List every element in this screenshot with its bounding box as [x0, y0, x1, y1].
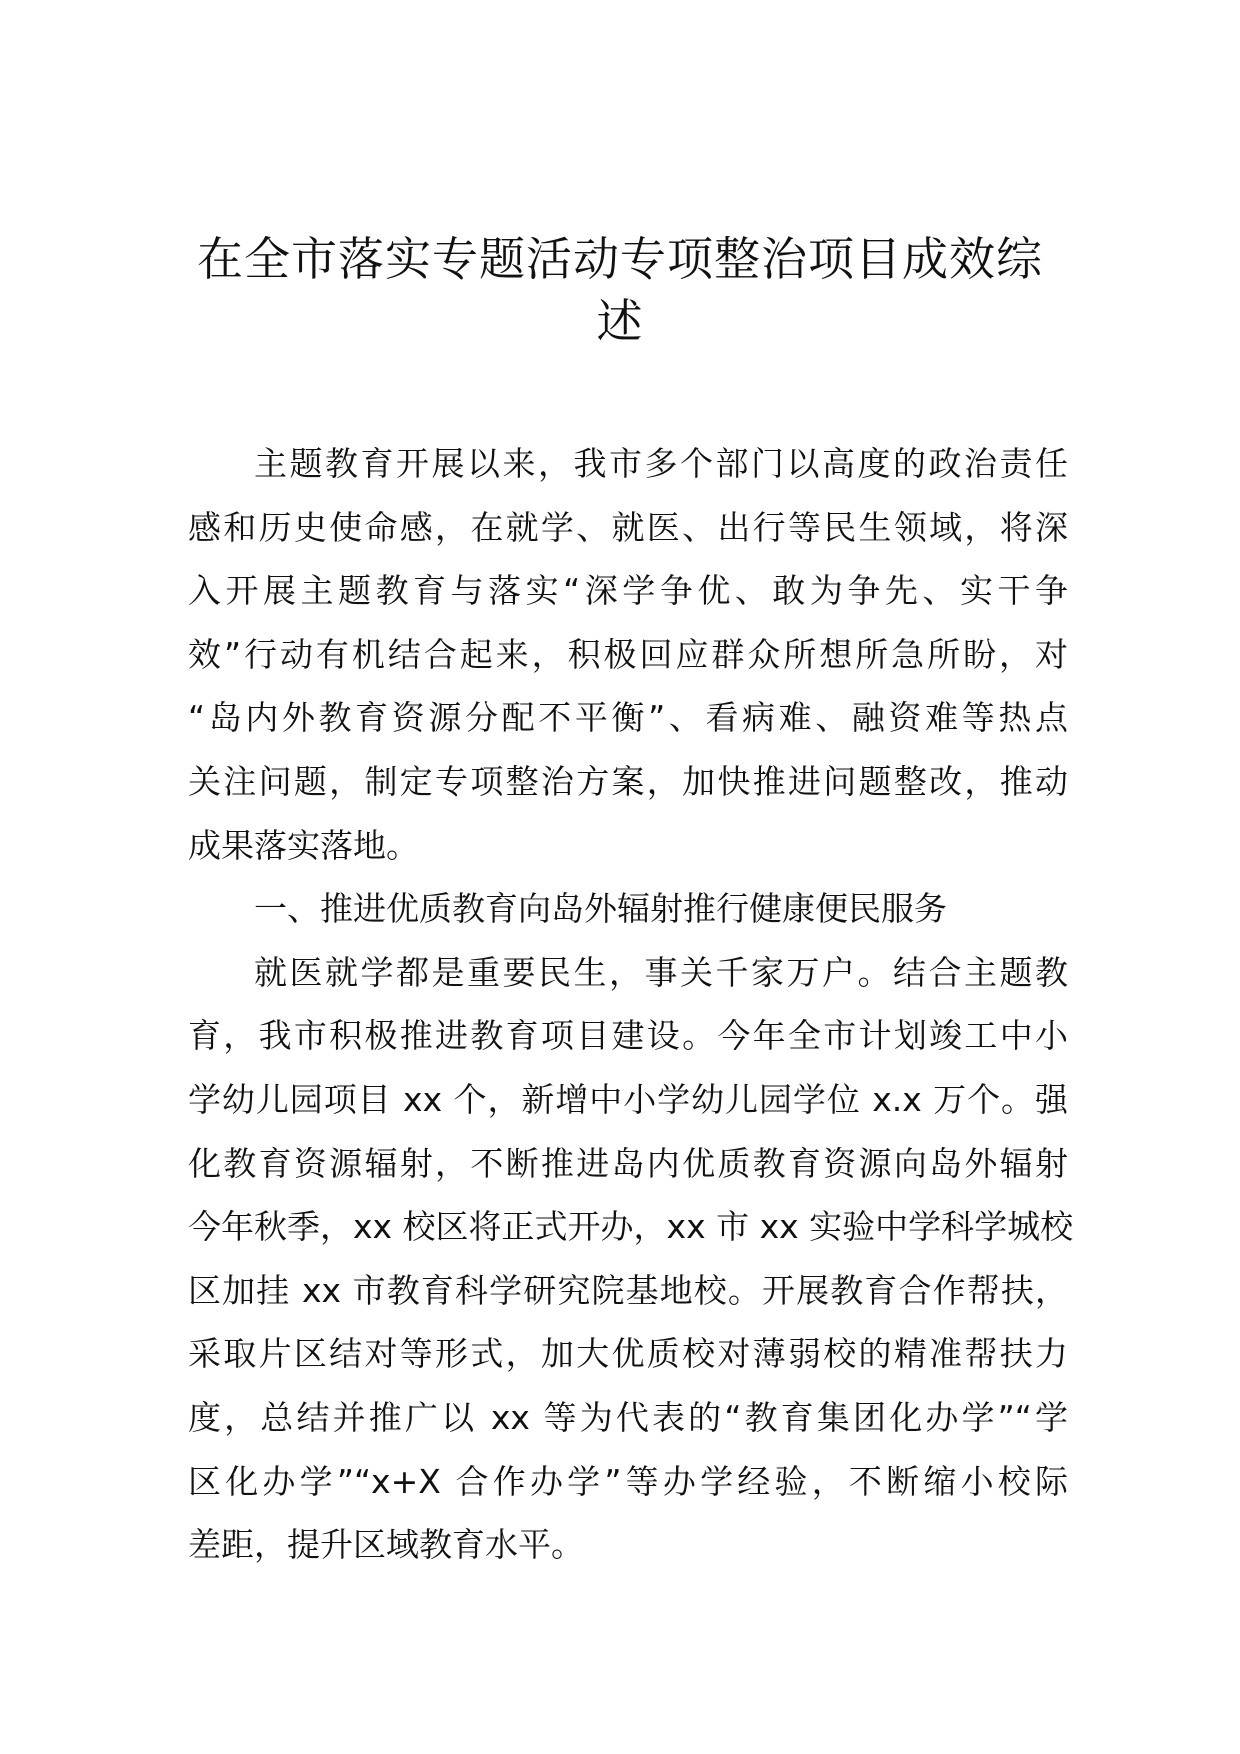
text-line: 效”行动有机结合起来，积极回应群众所想所急所盼，对	[188, 634, 1068, 674]
text-line: 关注问题，制定专项整治方案，加快推进问题整改，推动	[188, 761, 1068, 801]
text-line: 感和历史使命感，在就学、就医、出行等民生领域，将深	[188, 507, 1068, 547]
document-body	[188, 432, 1074, 1577]
title-line: 在全市落实专题活动专项整治项目成效综	[197, 232, 1043, 286]
text-line: “岛内外教育资源分配不平衡”、看病难、融资难等热点	[188, 698, 1068, 738]
paragraph-intro	[188, 432, 1068, 877]
text-line: 学幼儿园项目 xx 个，新增中小学幼儿园学位 x.x 万个。强	[188, 1079, 1068, 1119]
text-line: 区加挂 xx 市教育科学研究院基地校。开展教育合作帮扶，	[188, 1270, 1068, 1310]
text-line: 化教育资源辐射，不断推进岛内优质教育资源向岛外辐射	[188, 1143, 1068, 1183]
text-line: 今年秋季，xx 校区将正式开办，xx 市 xx 实验中学科学城校	[188, 1207, 1074, 1247]
text-line: 差距，提升区域教育水平。	[188, 1525, 584, 1565]
text-line: 就医就学都是重要民生，事关千家万户。结合主题教	[254, 952, 1068, 992]
text-line: 度，总结并推广以 xx 等为代表的“教育集团化办学”“学	[188, 1397, 1068, 1437]
text-line: 区化办学”“x+X 合作办学”等办学经验，不断缩小校际	[188, 1461, 1068, 1501]
text-line: 入开展主题教育与落实“深学争优、敢为争先、实干争	[188, 571, 1068, 611]
text-line: 采取片区结对等形式，加大优质校对薄弱校的精准帮扶力	[188, 1334, 1068, 1374]
section-heading	[188, 877, 1068, 941]
text-line: 主题教育开展以来，我市多个部门以高度的政治责任	[254, 444, 1068, 483]
text-line: 成果落实落地。	[188, 825, 419, 865]
paragraph-education	[188, 941, 1074, 1577]
title-line: 述	[596, 294, 644, 348]
text-line: 育，我市积极推进教育项目建设。今年全市计划竣工中小	[188, 1016, 1068, 1056]
document-title	[180, 228, 1060, 352]
section-heading-text: 一、推进优质教育向岛外辐射推行健康便民服务	[254, 889, 947, 929]
